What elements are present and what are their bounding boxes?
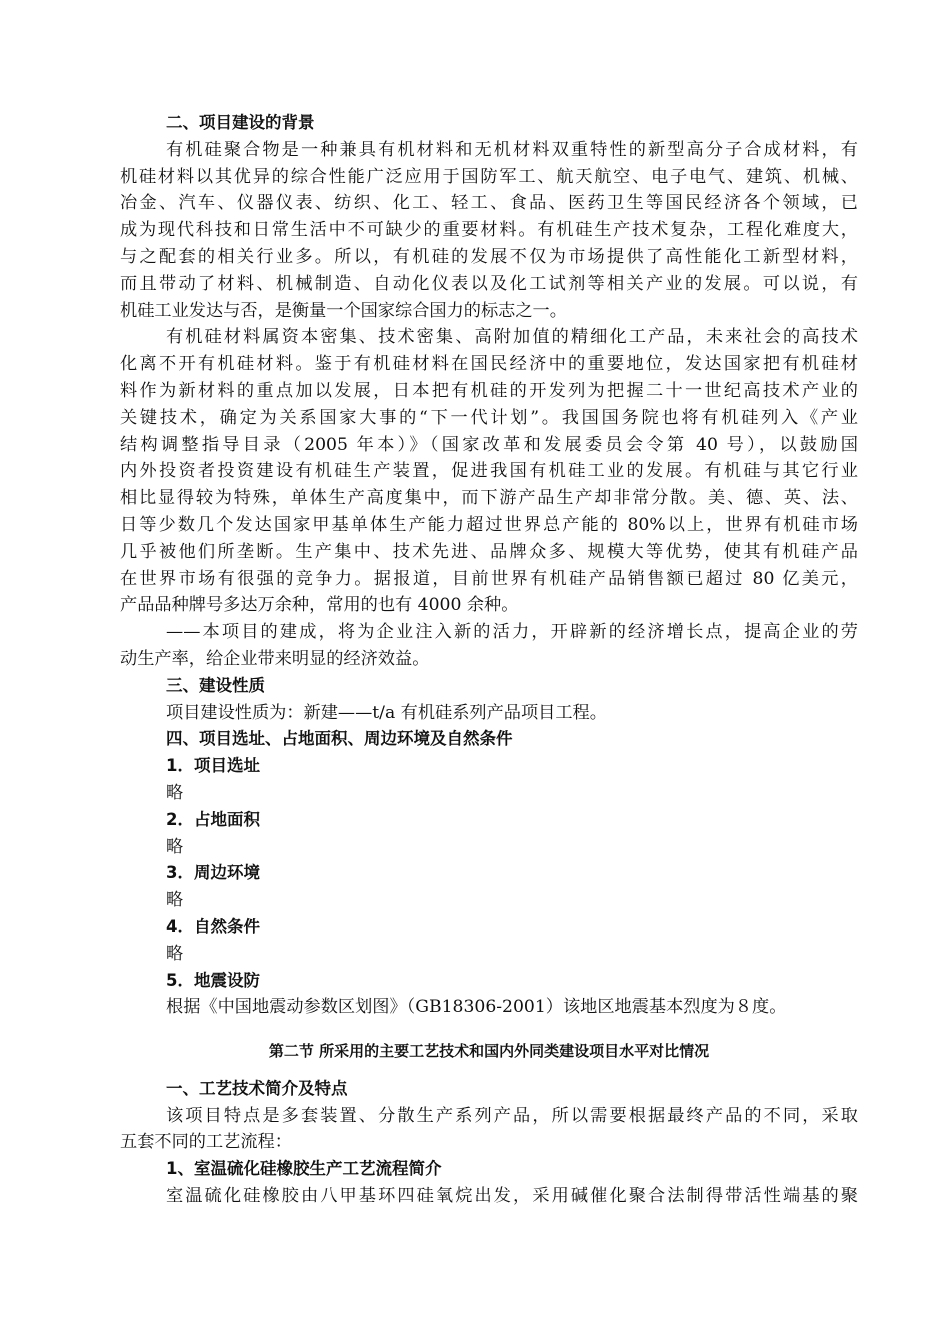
text-line: 冶金、汽车、仪器仪表、纺织、化工、轻工、食品、医药卫生等国民经济各个领域，已 <box>120 193 858 214</box>
text-line: 室温硫化硅橡胶由八甲基环四硅氧烷出发，采用碱催化聚合法制得带活性端基的聚 <box>166 1186 858 1207</box>
background-heading: 二、项目建设的背景 <box>166 113 315 132</box>
text-line: 关键技术，确定为关系国家大事的“下一代计划”。我国国务院也将有机硅列入《产业 <box>120 407 858 428</box>
quake-body: 根据《中国地震动参数区划图》（GB18306-2001）该地区地震基本烈度为８度。 <box>166 997 787 1018</box>
text-line: 机硅工业发达与否，是衡量一个国家综合国力的标志之一。 <box>120 300 567 321</box>
nature-heading: 三、建设性质 <box>166 675 265 695</box>
site-item-title: 2．占地面积 <box>166 809 260 829</box>
site-item-title: 4．自然条件 <box>166 916 260 936</box>
site-item-body: 略 <box>166 943 184 964</box>
text-line: 产品品种牌号多达万余种，常用的也有 4000 余种。 <box>120 595 519 616</box>
text-line: ——本项目的建成，将为企业注入新的活力，开辟新的经济增长点，提高企业的劳 <box>166 622 858 643</box>
text-line: 相比显得较为特殊，单体生产高度集中，而下游产品生产却非常分散。美、德、英、法、 <box>120 488 858 509</box>
process-heading: 一、工艺技术简介及特点 <box>166 1078 348 1098</box>
text-line: 与之配套的相关行业多。所以，有机硅的发展不仅为市场提供了高性能化工新型材料， <box>120 246 858 267</box>
site-heading: 四、项目选址、占地面积、周边环境及自然条件 <box>166 729 513 749</box>
site-item-title: 1．项目选址 <box>166 756 260 776</box>
text-line: 五套不同的工艺流程： <box>120 1132 292 1153</box>
site-item-body: 略 <box>166 782 184 803</box>
nature-text: 项目建设性质为：新建——t/a 有机硅系列产品项目工程。 <box>166 702 607 723</box>
background-paragraph-1 <box>120 137 858 325</box>
text-line: 在世界市场有很强的竞争力。据报道，目前世界有机硅产品销售额已超过 80 亿美元， <box>120 568 858 589</box>
quake-title: 5．地震设防 <box>166 970 260 990</box>
text-line: 化离不开有机硅材料。鉴于有机硅材料在国民经济中的重要地位，发达国家把有机硅材 <box>120 354 858 375</box>
text-line: 动生产率，给企业带来明显的经济效益。 <box>120 648 430 669</box>
process-subheading: 1、室温硫化硅橡胶生产工艺流程简介 <box>166 1159 442 1179</box>
background-paragraph-3 <box>120 619 858 673</box>
text-line: 该项目特点是多套装置、分散生产系列产品，所以需要根据最终产品的不同，采取 <box>166 1105 858 1126</box>
text-line: 有机硅聚合物是一种兼具有机材料和无机材料双重特性的新型高分子合成材料，有 <box>166 139 858 160</box>
text-line: 有机硅材料属资本密集、技术密集、高附加值的精细化工产品，未来社会的高技术 <box>166 327 858 348</box>
section-title: 第二节 所采用的主要工艺技术和国内外同类建设项目水平对比情况 <box>268 1042 710 1061</box>
text-line: 而且带动了材料、机械制造、自动化仪表以及化工试剂等相关产业的发展。可以说，有 <box>120 273 858 294</box>
process-paragraph <box>120 1103 858 1157</box>
text-line: 成为现代科技和日常生活中不可缺少的重要材料。有机硅生产技术复杂，工程化难度大， <box>120 220 858 241</box>
text-line: 料作为新材料的重点加以发展，日本把有机硅的开发列为把握二十一世纪高技术产业的 <box>120 380 858 401</box>
background-paragraph-2 <box>120 324 858 619</box>
text-line: 机硅材料以其优异的综合性能广泛应用于国防军工、航天航空、电子电气、建筑、机械、 <box>120 166 858 187</box>
text-line: 内外投资者投资建设有机硅生产装置，促进我国有机硅工业的发展。有机硅与其它行业 <box>120 461 858 482</box>
site-item-body: 略 <box>166 890 184 911</box>
site-item-body: 略 <box>166 836 184 857</box>
text-line: 日等少数几个发达国家甲基单体生产能力超过世界总产能的 80%以上，世界有机硅市场 <box>120 514 858 535</box>
text-line: 几乎被他们所垄断。生产集中、技术先进、品牌众多、规模大等优势，使其有机硅产品 <box>120 541 858 562</box>
text-line: 结构调整指导目录（2005 年本）》（国家改革和发展委员会令第 40 号），以鼓励国 <box>120 434 858 455</box>
process-sub-paragraph <box>120 1183 858 1210</box>
site-item-title: 3．周边环境 <box>166 863 260 883</box>
